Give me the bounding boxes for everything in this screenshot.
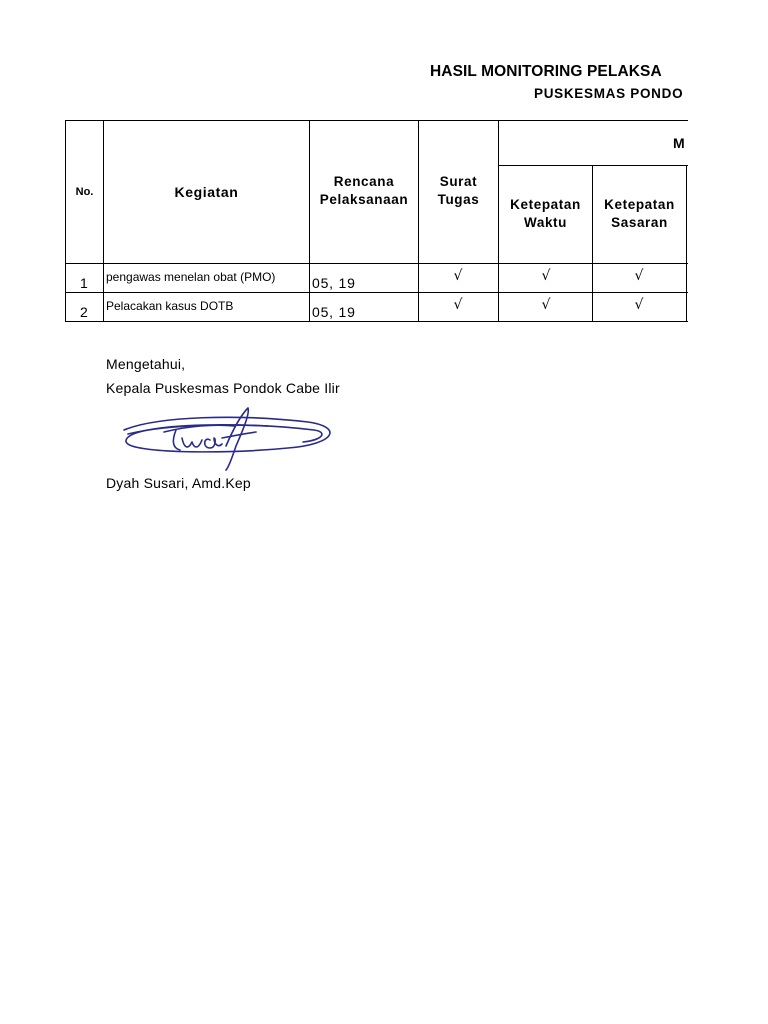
document-subtitle: PUSKESMAS PONDO bbox=[534, 86, 684, 101]
header-waktu-line2: Waktu bbox=[524, 215, 567, 230]
row-ketepatan-sasaran-check: √ bbox=[634, 297, 644, 313]
table-group-divider bbox=[498, 165, 688, 166]
row-kegiatan: pengawas menelan obat (PMO) bbox=[106, 270, 276, 284]
table-border-left bbox=[65, 120, 66, 322]
header-group: M bbox=[673, 135, 686, 151]
table-border-bottom bbox=[65, 321, 688, 322]
mengetahui-label: Mengetahui, bbox=[106, 356, 186, 372]
jabatan-label: Kepala Puskesmas Pondok Cabe Ilir bbox=[106, 380, 340, 396]
row-number: 1 bbox=[80, 275, 88, 291]
signatory-name: Dyah Susari, Amd.Kep bbox=[106, 475, 251, 491]
row-ketepatan-sasaran-check: √ bbox=[634, 268, 644, 284]
row-surat-tugas-check: √ bbox=[453, 297, 463, 313]
header-waktu-line1: Ketepatan bbox=[510, 197, 581, 212]
document-title: HASIL MONITORING PELAKSA bbox=[430, 63, 662, 80]
row-rencana: 05, 19 bbox=[312, 275, 356, 291]
table-header-bottom bbox=[65, 263, 688, 264]
row-kegiatan: Pelacakan kasus DOTB bbox=[106, 299, 234, 313]
header-surat-tugas bbox=[419, 173, 498, 209]
header-surat-line2: Tugas bbox=[437, 192, 480, 207]
row-surat-tugas-check: √ bbox=[453, 268, 463, 284]
col-divider-rencana bbox=[418, 120, 419, 322]
row-ketepatan-waktu-check: √ bbox=[541, 297, 551, 313]
col-divider-waktu bbox=[592, 165, 593, 322]
header-sasaran-line2: Sasaran bbox=[611, 215, 668, 230]
col-divider-no bbox=[103, 120, 104, 322]
header-surat-line1: Surat bbox=[439, 174, 478, 189]
table-row-divider bbox=[65, 292, 688, 293]
col-divider-sasaran bbox=[686, 165, 687, 322]
row-number: 2 bbox=[80, 304, 88, 320]
header-ketepatan-sasaran bbox=[593, 196, 686, 232]
header-ketepatan-waktu bbox=[499, 196, 592, 232]
row-rencana: 05, 19 bbox=[312, 304, 356, 320]
row-ketepatan-waktu-check: √ bbox=[541, 268, 551, 284]
header-rencana-line1: Rencana bbox=[333, 174, 395, 189]
header-sasaran-line1: Ketepatan bbox=[604, 197, 675, 212]
handwritten-signature bbox=[118, 402, 338, 472]
header-kegiatan: Kegiatan bbox=[174, 184, 239, 200]
header-rencana-line2: Pelaksanaan bbox=[319, 192, 409, 207]
header-rencana bbox=[310, 173, 418, 209]
header-no: No. bbox=[75, 186, 94, 198]
table-border-top bbox=[65, 120, 688, 121]
col-divider-kegiatan bbox=[309, 120, 310, 322]
